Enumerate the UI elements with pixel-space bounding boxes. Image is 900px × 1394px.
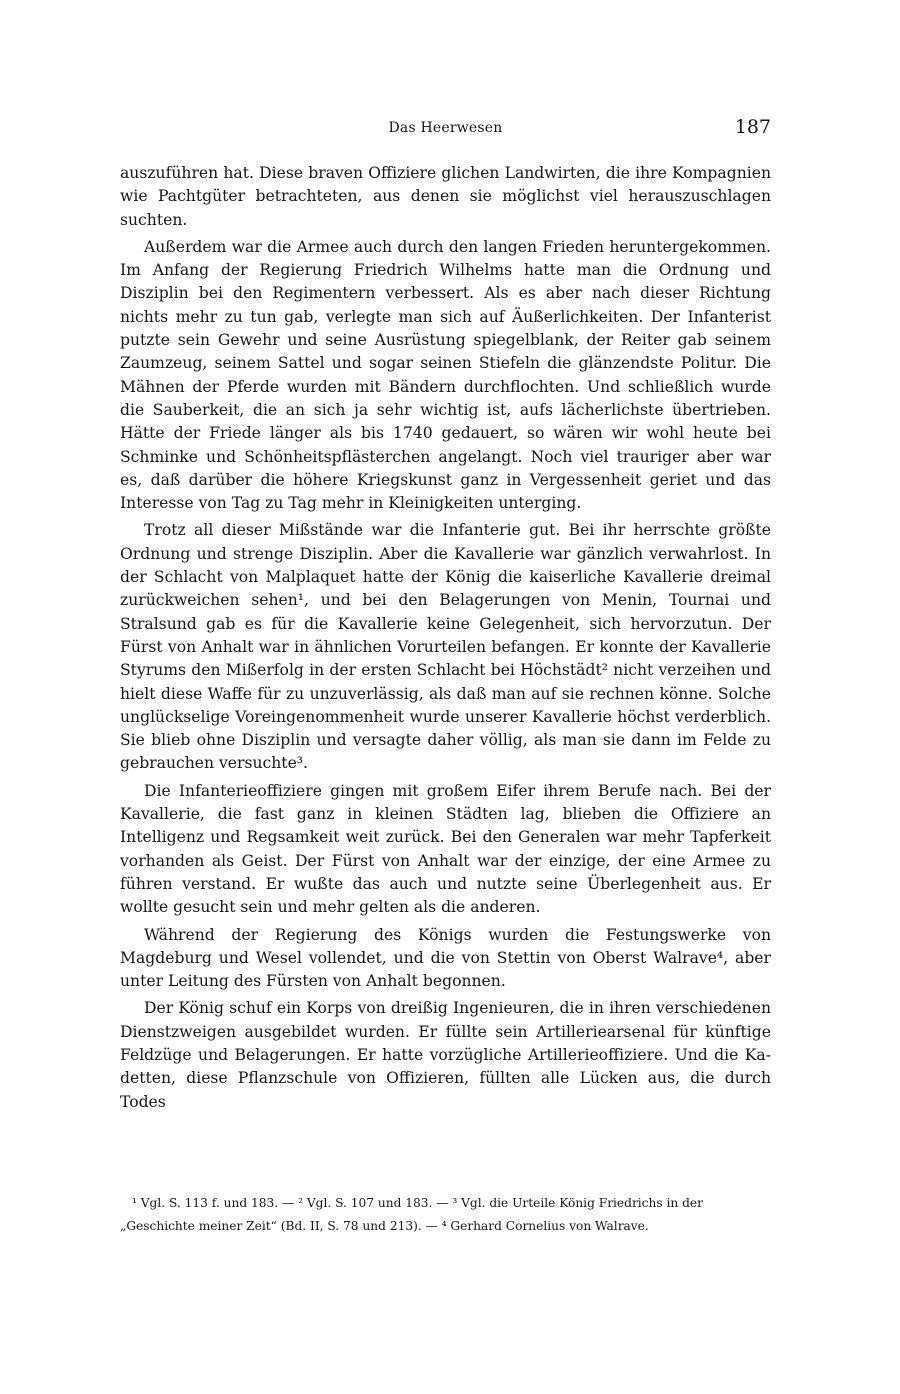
footnote-line: „Geschichte meiner Zeit“ (Bd. II, S. 78 und 213). — ⁴ Gerhard Cornelius von Walrave. xyxy=(120,1219,649,1233)
paragraph-officers: Die Infanterieoffiziere gingen mit großem Eifer ihrem Berufe nach. Bei der Kavallerie, die fast ganz in kleinen Städten lag, blieben die Offiziere an Intelligenz und Regsamkeit weit zurück. Bei den Generalen war mehr Tapferkeit vorhanden als Geist. Der Fürst von Anhalt war der einzige, der eine Armee zu führen verstand. Er wußte das auch und nutzte seine Überlegenheit aus. Er wollte gesucht sein und mehr gelten als die anderen. xyxy=(120,781,771,917)
footnotes xyxy=(120,1192,771,1238)
running-title: Das Heerwesen xyxy=(388,120,503,136)
paragraph-fortifications: Während der Regierung des Königs wurden die Festungswerke von Magdeburg und Wesel vollendet, und die von Stettin von Oberst Walrave⁴, aber unter Leitung des Fürsten von Anhalt begonnen. xyxy=(120,925,771,991)
paragraph-army-decline: Außerdem war die Armee auch durch den langen Frieden heruntergekommen. Im Anfang der Regierung Friedrich Wilhelms hatte man die Ordnung und Disziplin bei den Regimentern verbessert. Als es aber nach dieser Richtung nichts mehr zu tun gab, verlegte man sich auf Äußerlichkeiten. Der Infanterist putzte sein Gewehr und seine Ausrüstung spiegelblank, der Reiter gab seinem Zaumzeug, seinem Sattel und sogar seinen Stiefeln die glänzendste Politur. Die Mähnen der Pferde wurden mit Bändern durchflochten. Und schließlich wurde die Sauberkeit, die an sich ja sehr wichtig ist, aufs lächerlichste übertrieben. Hätte der Friede länger als bis 1740 gedauert, so wären wir wohl heute bei Schminke und Schönheitspflästerchen angelangt. Noch viel trauriger aber war es, daß darüber die höhere Kriegskunst ganz in Vergessenheit geriet und das Interesse von Tag zu Tag mehr in Kleinigkeiten unterging. xyxy=(120,237,771,513)
paragraph-continuation: auszuführen hat. Diese braven Offiziere glichen Landwirten, die ihre Kompagnien wie Pachtgüter betrachteten, aus denen sie möglichst viel herauszuschlagen suchten. xyxy=(120,164,771,229)
main-text xyxy=(120,162,771,1118)
running-header xyxy=(120,116,771,144)
page-number: 187 xyxy=(734,116,771,138)
paragraph-infantry-cavalry: Trotz all dieser Mißstände war die Infanterie gut. Bei ihr herrschte größte Ordnung und strenge Disziplin. Aber die Kavallerie war gänzlich verwahrlost. In der Schlacht von Malplaquet hatte der König die kaiserliche Kavallerie dreimal zurückweichen sehen¹, und bei den Belagerungen von Menin, Tournai und Stralsund gab es für die Kavallerie keine Gelegenheit, sich hervorzutun. Der Fürst von Anhalt war in ähnlichen Vorurteilen befangen. Er konnte der Kavallerie Styrums den Mißerfolg in der ersten Schlacht bei Höchstädt² nicht verzeihen und hielt diese Waffe für zu unzuverlässig, als daß man auf sie rechnen könne. Solche unglückselige Voreingenommenheit wurde unserer Kavallerie höchst verderblich. Sie blieb ohne Disziplin und versagte daher völlig, als man sie dann im Felde zu gebrauchen versuchte³. xyxy=(120,521,771,773)
footnote-line: ¹ Vgl. S. 113 f. und 183. — ² Vgl. S. 107 und 183. — ³ Vgl. die Urteile König Friedrichs in der xyxy=(132,1196,703,1210)
paragraph-engineers: Der König schuf ein Korps von dreißig Ingenieuren, die in ihren verschiedenen Dienstzweigen ausgebildet wurden. Er füllte sein Artilleriearsenal für künftige Feldzüge und Belagerungen. Er hatte vorzügliche Artillerieoffiziere. Und die Kadetten, diese Pflanzschule von Offizieren, füllten alle Lücken aus, die durch Todes xyxy=(120,999,771,1111)
